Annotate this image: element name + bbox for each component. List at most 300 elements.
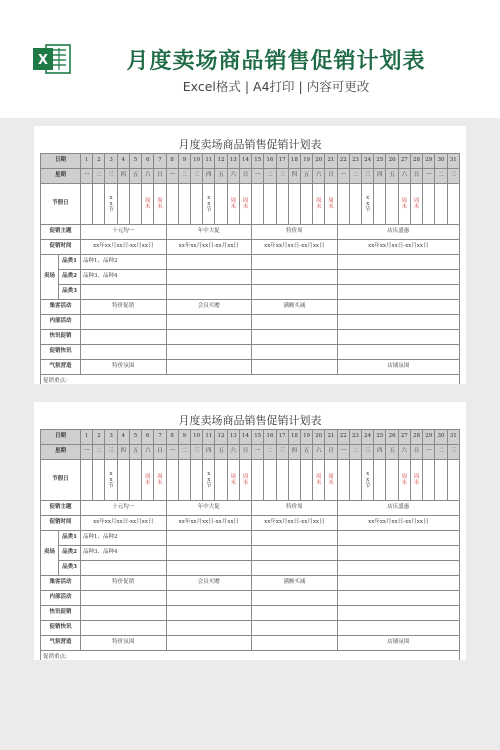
holiday-cell [93,184,105,225]
weekday-cell: 五 [215,169,227,184]
sheet-title: 月度卖场商品销售促销计划表 [178,138,322,151]
date-cell: 13 [227,430,239,445]
weekday-cell: 一 [337,445,349,460]
date-label: 日期 [41,430,81,445]
gather-cell: 满额买减 [252,576,338,591]
weekday-cell: 三 [105,169,117,184]
date-row [41,154,460,169]
holiday-row [41,460,460,501]
date-cell: 1 [81,430,93,445]
holiday-cell [264,460,276,501]
time-label: 促销时间 [41,516,81,531]
logo-letter: X [37,53,49,68]
date-cell: 15 [252,430,264,445]
date-cell: 3 [105,154,117,169]
holiday-cell [362,184,374,225]
time-cell: xx年xx月xx日-xx月xx日 [337,516,459,531]
weekday-cell: 六 [142,445,154,460]
festival-mark: x x 节 [108,194,114,213]
sheet-preview-1 [34,126,466,384]
flyer-label: 促销快讯 [41,345,81,360]
holiday-cell [252,184,264,225]
date-cell: 23 [349,154,361,169]
weekday-cell: 四 [374,445,386,460]
date-cell: 16 [264,154,276,169]
weekday-cell: 二 [93,169,105,184]
weekday-cell: 六 [313,445,325,460]
time-row [41,516,460,531]
weekday-cell: 六 [398,445,410,460]
theme-cell: 特价周 [252,501,338,516]
weekday-cell: 日 [154,169,166,184]
date-cell: 27 [398,154,410,169]
holiday-cell [252,460,264,501]
theme-cell: 十元均一 [81,225,167,240]
holiday-cell [423,460,435,501]
week-label: 星期 [41,445,81,460]
weekday-cell: 三 [447,445,459,460]
date-cell: 16 [264,430,276,445]
atmosphere-cell: 特价氛围 [81,636,167,651]
holiday-cell [166,460,178,501]
weekend-mark: 周 末 [316,473,322,486]
date-cell: 8 [166,430,178,445]
date-cell: 29 [423,154,435,169]
weekday-cell: 二 [178,169,190,184]
date-cell: 21 [325,154,337,169]
holiday-cell [142,460,154,501]
category-row-3 [41,561,460,576]
holiday-cell [349,184,361,225]
holiday-cell [423,184,435,225]
weekday-cell: 一 [252,169,264,184]
weekday-cell: 一 [81,169,93,184]
holiday-cell [203,460,215,501]
theme-cell: 特价周 [252,225,338,240]
weekend-mark: 周 末 [242,473,249,486]
weekday-cell: 五 [386,169,398,184]
date-cell: 5 [129,154,141,169]
date-cell: 26 [386,430,398,445]
holiday-cell [349,460,361,501]
holiday-cell [105,184,117,225]
date-cell: 30 [435,154,447,169]
date-cell: 4 [117,154,129,169]
atmosphere-row [41,636,460,651]
date-cell: 15 [252,154,264,169]
weekday-cell: 二 [435,169,447,184]
holiday-cell [398,460,410,501]
theme-cell: 年中大促 [166,501,252,516]
date-cell: 13 [227,154,239,169]
date-cell: 10 [190,154,202,169]
weekday-cell: 日 [325,445,337,460]
date-cell: 8 [166,154,178,169]
category-row-2 [41,546,460,561]
holiday-cell [337,460,349,501]
date-cell: 19 [300,154,312,169]
category-label: 品类2 [59,546,81,561]
weekday-cell: 一 [166,169,178,184]
gather-row [41,300,460,315]
weekend-mark: 周 末 [413,197,420,210]
weekday-cell: 日 [410,445,422,460]
time-cell: xx年xx月xx日-xx月xx日 [337,240,459,255]
key-points-label: 促销重点: [41,375,460,385]
weekend-mark: 周 末 [230,197,236,210]
date-cell: 18 [288,430,300,445]
weekday-cell: 一 [252,445,264,460]
holiday-cell [374,184,386,225]
holiday-cell [166,184,178,225]
category-row-3 [41,285,460,300]
date-cell: 17 [276,430,288,445]
category-cell: 品种1、品种2 [81,531,167,546]
time-row [41,240,460,255]
holiday-cell [447,460,459,501]
date-cell: 28 [410,430,422,445]
gather-row [41,576,460,591]
weekend-mark: 周 末 [157,473,163,486]
time-cell: xx年xx月xx日-xx月xx日 [81,516,167,531]
atmosphere-cell: 店铺氛围 [337,360,459,375]
festival-mark: x x 节 [206,194,212,213]
weekday-cell: 四 [288,445,300,460]
weekday-cell: 二 [178,445,190,460]
key-points-label: 促销重点: [41,651,460,661]
dm-label: 快讯促销 [41,330,81,345]
weekday-cell: 日 [410,169,422,184]
date-cell: 2 [93,430,105,445]
weekday-cell: 五 [215,445,227,460]
weekday-cell: 五 [300,169,312,184]
page-title: 月度卖场商品销售促销计划表 [126,49,426,74]
date-cell: 6 [142,154,154,169]
key-points-row [41,375,460,385]
category-label: 品类3 [59,285,81,300]
holiday-cell [178,184,190,225]
holiday-cell [374,460,386,501]
gather-cell: 会员买赠 [166,576,252,591]
weekday-cell: 五 [129,445,141,460]
date-cell: 22 [337,430,349,445]
category-label: 品类1 [59,531,81,546]
weekday-cell: 四 [203,169,215,184]
date-cell: 29 [423,430,435,445]
time-cell: xx年xx月xx日-xx月xx日 [252,516,338,531]
date-cell: 5 [129,430,141,445]
holiday-cell [386,184,398,225]
date-cell: 7 [154,430,166,445]
gather-cell: 特价促销 [81,576,167,591]
date-label: 日期 [41,154,81,169]
weekday-cell: 三 [447,169,459,184]
section-label: 卖场 [41,531,59,576]
holiday-cell [288,460,300,501]
date-cell: 31 [447,154,459,169]
theme-row [41,225,460,240]
date-cell: 30 [435,430,447,445]
weekend-mark: 周 末 [401,197,408,210]
date-cell: 11 [203,154,215,169]
weekday-cell: 一 [423,445,435,460]
holiday-cell [129,460,141,501]
weekend-mark: 周 末 [401,473,408,486]
weekday-cell: 三 [276,169,288,184]
date-cell: 9 [178,430,190,445]
date-cell: 22 [337,154,349,169]
category-label: 品类1 [59,255,81,270]
weekday-cell: 三 [190,445,202,460]
holiday-cell [300,184,312,225]
holiday-cell [227,460,239,501]
gather-cell: 特价促销 [81,300,167,315]
weekday-cell: 六 [227,169,239,184]
date-row [41,430,460,445]
weekday-cell: 六 [398,169,410,184]
date-cell: 20 [313,430,325,445]
date-cell: 20 [313,154,325,169]
holiday-label: 节假日 [41,460,81,501]
weekday-cell: 六 [313,169,325,184]
internal-row [41,591,460,606]
weekday-cell: 日 [239,445,251,460]
date-cell: 12 [215,430,227,445]
dm-row [41,330,460,345]
theme-cell: 十元均一 [81,501,167,516]
time-cell: xx年xx月xx日-xx月xx日 [81,240,167,255]
weekend-mark: 周 末 [328,197,334,210]
flyer-row [41,345,460,360]
flyer-row [41,621,460,636]
festival-mark: x x 节 [364,194,371,213]
theme-cell: 店庆盛惠 [337,501,459,516]
weekday-cell: 四 [203,445,215,460]
flyer-label: 促销快讯 [41,621,81,636]
excel-logo-icon [32,42,72,76]
weekday-cell: 三 [362,445,374,460]
weekday-cell: 三 [190,169,202,184]
category-cell: 品种3、品种4 [81,270,167,285]
holiday-cell [203,184,215,225]
weekday-cell: 六 [142,169,154,184]
weekday-cell: 四 [117,445,129,460]
holiday-cell [81,184,93,225]
key-points-row [41,651,460,661]
week-row [41,169,460,184]
date-cell: 23 [349,430,361,445]
weekday-cell: 一 [337,169,349,184]
date-cell: 1 [81,154,93,169]
holiday-cell [386,460,398,501]
date-cell: 14 [239,154,251,169]
date-cell: 25 [374,430,386,445]
holiday-cell [239,184,251,225]
holiday-cell [313,184,325,225]
weekday-cell: 一 [423,169,435,184]
holiday-cell [215,184,227,225]
section-label: 卖场 [41,255,59,300]
date-cell: 21 [325,430,337,445]
holiday-cell [313,460,325,501]
weekend-mark: 周 末 [242,197,249,210]
holiday-cell [398,184,410,225]
weekend-mark: 周 末 [157,197,163,210]
atmosphere-label: 气氛营造 [41,360,81,375]
weekend-mark: 周 末 [328,473,334,486]
holiday-cell [276,460,288,501]
holiday-cell [227,184,239,225]
holiday-cell [264,184,276,225]
weekday-cell: 四 [117,169,129,184]
holiday-cell [447,184,459,225]
theme-label: 促销主题 [41,501,81,516]
weekday-cell: 二 [349,445,361,460]
holiday-cell [410,184,422,225]
holiday-cell [325,184,337,225]
holiday-cell [93,460,105,501]
holiday-cell [81,460,93,501]
holiday-cell [129,184,141,225]
weekend-mark: 周 末 [413,473,420,486]
holiday-cell [105,460,117,501]
weekday-cell: 一 [81,445,93,460]
date-cell: 24 [362,154,374,169]
holiday-cell [288,184,300,225]
category-row-1 [41,531,460,546]
gather-cell: 满额买减 [252,300,338,315]
theme-label: 促销主题 [41,225,81,240]
festival-mark: x x 节 [364,470,371,489]
holiday-cell [154,184,166,225]
holiday-cell [435,460,447,501]
atmosphere-row [41,360,460,375]
date-cell: 4 [117,430,129,445]
date-cell: 19 [300,430,312,445]
header-banner [0,0,500,118]
category-cell: 品种3、品种4 [81,546,167,561]
holiday-cell [154,460,166,501]
date-cell: 12 [215,154,227,169]
weekend-mark: 周 末 [144,473,151,486]
gather-label: 集客活动 [41,300,81,315]
weekend-mark: 周 末 [144,197,151,210]
weekday-cell: 四 [288,169,300,184]
date-cell: 7 [154,154,166,169]
time-cell: xx年xx月xx日-xx月xx日 [166,240,252,255]
gather-label: 集客活动 [41,576,81,591]
holiday-cell [190,460,202,501]
holiday-cell [142,184,154,225]
date-cell: 6 [142,430,154,445]
holiday-row [41,184,460,225]
holiday-cell [190,184,202,225]
promo-plan-table [40,153,460,384]
weekday-cell: 三 [276,445,288,460]
internal-row [41,315,460,330]
holiday-cell [300,460,312,501]
weekday-cell: 五 [300,445,312,460]
weekend-mark: 周 末 [316,197,322,210]
weekday-cell: 日 [325,169,337,184]
date-cell: 14 [239,430,251,445]
weekday-cell: 三 [105,445,117,460]
weekday-cell: 二 [435,445,447,460]
category-label: 品类2 [59,270,81,285]
weekday-cell: 四 [374,169,386,184]
weekday-cell: 日 [239,169,251,184]
holiday-cell [337,184,349,225]
holiday-cell [362,460,374,501]
weekday-cell: 六 [227,445,239,460]
date-cell: 24 [362,430,374,445]
weekday-cell: 二 [93,445,105,460]
holiday-label: 节假日 [41,184,81,225]
theme-cell: 年中大促 [166,225,252,240]
date-cell: 18 [288,154,300,169]
week-label: 星期 [41,169,81,184]
date-cell: 31 [447,430,459,445]
holiday-cell [117,184,129,225]
internal-label: 内部活动 [41,591,81,606]
dm-row [41,606,460,621]
atmosphere-label: 气氛营造 [41,636,81,651]
time-cell: xx年xx月xx日-xx月xx日 [166,516,252,531]
holiday-cell [178,460,190,501]
festival-mark: x x 节 [108,470,114,489]
page-subtitle: Excel格式 | A4打印 | 内容可更改 [182,79,370,94]
time-label: 促销时间 [41,240,81,255]
date-cell: 11 [203,430,215,445]
atmosphere-cell: 店铺氛围 [337,636,459,651]
week-row [41,445,460,460]
holiday-cell [325,460,337,501]
weekday-cell: 二 [264,445,276,460]
internal-label: 内部活动 [41,315,81,330]
theme-row [41,501,460,516]
category-row-1 [41,255,460,270]
weekend-mark: 周 末 [230,473,236,486]
date-cell: 17 [276,154,288,169]
theme-cell: 店庆盛惠 [337,225,459,240]
promo-plan-table [40,429,460,660]
date-cell: 25 [374,154,386,169]
holiday-cell [215,460,227,501]
weekday-cell: 二 [349,169,361,184]
date-cell: 27 [398,430,410,445]
sheet-title: 月度卖场商品销售促销计划表 [178,414,322,427]
date-cell: 26 [386,154,398,169]
category-row-2 [41,270,460,285]
weekday-cell: 日 [154,445,166,460]
date-cell: 3 [105,430,117,445]
holiday-cell [239,460,251,501]
holiday-cell [435,184,447,225]
date-cell: 28 [410,154,422,169]
weekday-cell: 五 [129,169,141,184]
dm-label: 快讯促销 [41,606,81,621]
weekday-cell: 一 [166,445,178,460]
holiday-cell [276,184,288,225]
date-cell: 10 [190,430,202,445]
weekday-cell: 三 [362,169,374,184]
atmosphere-cell: 特价氛围 [81,360,167,375]
holiday-cell [410,460,422,501]
weekday-cell: 二 [264,169,276,184]
time-cell: xx年xx月xx日-xx月xx日 [252,240,338,255]
festival-mark: x x 节 [206,470,212,489]
date-cell: 9 [178,154,190,169]
